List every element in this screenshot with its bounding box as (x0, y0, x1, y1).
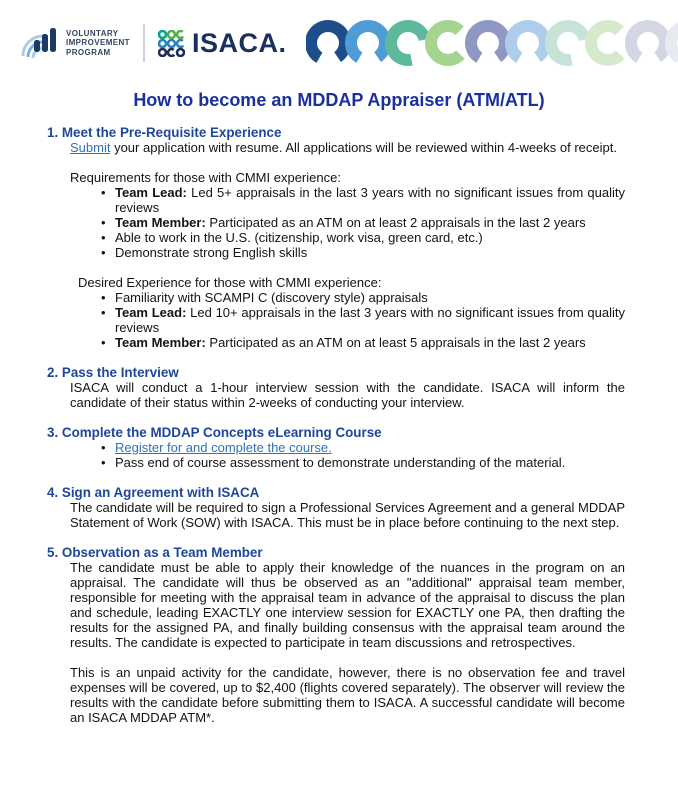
vip-logo-line: VOLUNTARY (66, 28, 119, 38)
bullet-text: Led 5+ appraisals in the last 3 years with no significant issues from quality reviews (115, 185, 625, 215)
desired-experience-list (47, 290, 625, 350)
section-5-heading (47, 545, 625, 560)
section-1-intro-text: your application with resume. All applications will be reviewed within 4-weeks of receipt. (110, 140, 617, 155)
section-number: 2. (47, 365, 59, 380)
brand-arcs-banner (306, 17, 678, 69)
requirements-group (47, 170, 625, 260)
isaca-mark-icon (158, 30, 185, 57)
logo-divider (143, 24, 145, 62)
section-1-intro (70, 140, 625, 155)
list-item (70, 215, 625, 230)
section-5 (47, 545, 625, 725)
isaca-wordmark: ISACA. (191, 27, 287, 58)
list-item (70, 335, 625, 350)
bullet-bold-label: Team Member: (115, 335, 206, 350)
isaca-logo (158, 27, 287, 58)
vip-logo-line: PROGRAM (66, 47, 111, 57)
section-title: Sign an Agreement with ISACA (61, 485, 260, 500)
desired-experience-group (47, 275, 625, 350)
section-4-heading (47, 485, 625, 500)
section-title: Meet the Pre-Requisite Experience (61, 125, 282, 140)
bullet-text: Participated as an ATM on at least 2 appraisals in the last 2 years (205, 215, 586, 230)
submit-link[interactable]: Submit (70, 140, 111, 155)
bullet-text: Participated as an ATM on at least 5 appraisals in the last 2 years (205, 335, 586, 350)
brand-arcs-banner-svg (306, 17, 678, 69)
section-3 (47, 425, 625, 470)
section-5-paragraph-2: This is an unpaid activity for the candidate, however, there is no observation fee and travel expenses will be covered, up to $2,400 (flights covered separately). The observer will review the results with the candidate before submitting them to ISACA. A successful candidate will become an ISACA MDDAP ATM*. (70, 665, 625, 725)
section-title: Pass the Interview (61, 365, 179, 380)
bullet-text: Familiarity with SCAMPI C (discovery style) appraisals (115, 290, 428, 305)
section-title: Complete the MDDAP Concepts eLearning Course (61, 425, 382, 440)
bullet-text: Demonstrate strong English skills (115, 245, 308, 260)
section-4 (47, 485, 625, 530)
bullet-text: Led 10+ appraisals in the last 3 years with no significant issues from quality reviews (115, 305, 625, 335)
list-item (70, 455, 625, 470)
section-3-heading (47, 425, 625, 440)
list-item (70, 290, 625, 305)
vip-barchart-swoosh-icon (20, 23, 60, 63)
bullet-bold-label: Team Lead: (115, 305, 187, 320)
list-item (70, 245, 625, 260)
course-steps-list (47, 440, 625, 470)
section-2 (47, 365, 625, 410)
section-4-paragraph: The candidate will be required to sign a Professional Services Agreement and a general MDDAP Statement of Work (SOW) with ISACA. This must be in place before continuing to the next step. (70, 500, 625, 530)
voluntary-improvement-program-logo (20, 23, 130, 63)
list-item (70, 305, 625, 335)
section-number: 5. (47, 545, 59, 560)
bullet-bold-label: Team Member: (115, 215, 206, 230)
section-number: 4. (47, 485, 59, 500)
section-5-paragraph-1: The candidate must be able to apply their knowledge of the nuances in the program on an appraisal. The candidate will thus be observed as an "additional" appraisal team member, responsible for meeting with the appraisal team in advance of the appraisal to discuss the plan and schedule, leading EXACTLY one interview session for EXACTLY one PA, then drafting the results for the assigned PA, and finally building consensus with the appraisal team around the results. The candidate is expected to participate in team discussions and retrospectives. (70, 560, 625, 650)
list-item (70, 230, 625, 245)
section-1-heading (47, 125, 625, 140)
section-title: Observation as a Team Member (61, 545, 263, 560)
register-course-link[interactable]: Register for and complete the course. (115, 440, 332, 455)
section-number: 3. (47, 425, 59, 440)
section-2-heading (47, 365, 625, 380)
document-body (0, 125, 678, 725)
vip-logo-text (66, 29, 130, 58)
list-item (70, 440, 625, 455)
page-title: How to become an MDDAP Appraiser (ATM/ATL) (133, 90, 545, 110)
list-item (70, 185, 625, 215)
requirements-label: Requirements for those with CMMI experience: (70, 170, 341, 185)
bullet-text: Pass end of course assessment to demonstrate understanding of the material. (115, 455, 566, 470)
desired-experience-label: Desired Experience for those with CMMI experience: (78, 275, 382, 290)
bullet-bold-label: Team Lead: (115, 185, 187, 200)
logo-group (20, 23, 286, 63)
page-header (0, 0, 678, 72)
bullet-text: Able to work in the U.S. (citizenship, work visa, green card, etc.) (115, 230, 483, 245)
vip-logo-line: IMPROVEMENT (66, 38, 130, 48)
requirements-list (47, 185, 625, 260)
section-1 (47, 125, 625, 350)
section-2-paragraph: ISACA will conduct a 1-hour interview session with the candidate. ISACA will inform the candidate of their status within 2-weeks of conducting your interview. (70, 380, 625, 410)
section-number: 1. (47, 125, 59, 140)
